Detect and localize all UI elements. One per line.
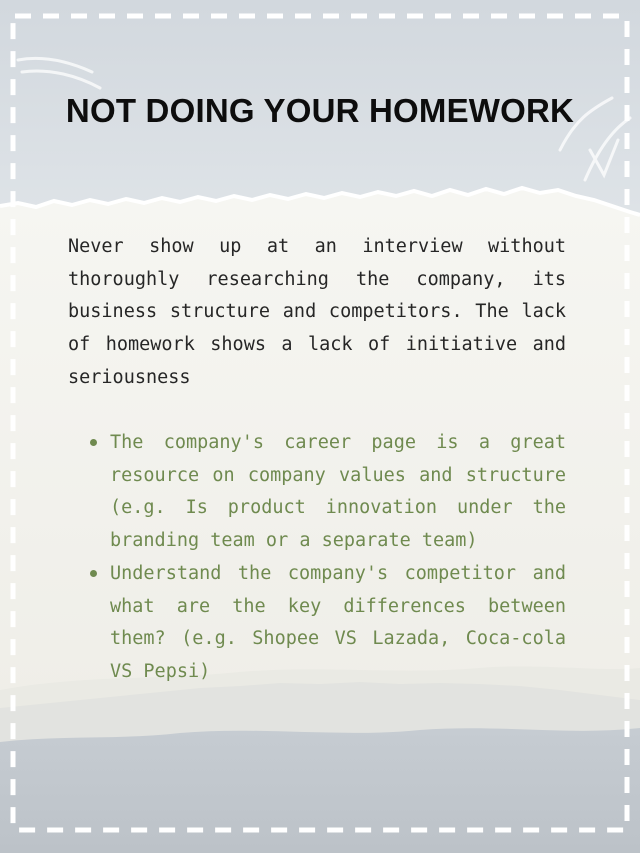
bottom-background [0,728,640,853]
intro-paragraph: Never show up at an interview without thoroughly researching the company, its business structure and competitors. The lack of homework shows a lack of initiative and seriousness [68,236,566,388]
page-title: NOT DOING YOUR HOMEWORK [65,92,575,129]
list-item [88,427,566,558]
bullet-icon [90,570,97,577]
list-item [88,558,566,689]
tips-list [88,427,566,689]
list-item-text: Understand the company's competitor and what are the key differences between them? (e.g. Shopee VS Lazada, Coca-cola VS Pepsi) [110,562,566,682]
list-item-text: The company's career page is a great resource on company values and structure (e.g. Is product innovation under the branding team or a separate team) [110,432,566,552]
bullet-icon [90,439,97,446]
